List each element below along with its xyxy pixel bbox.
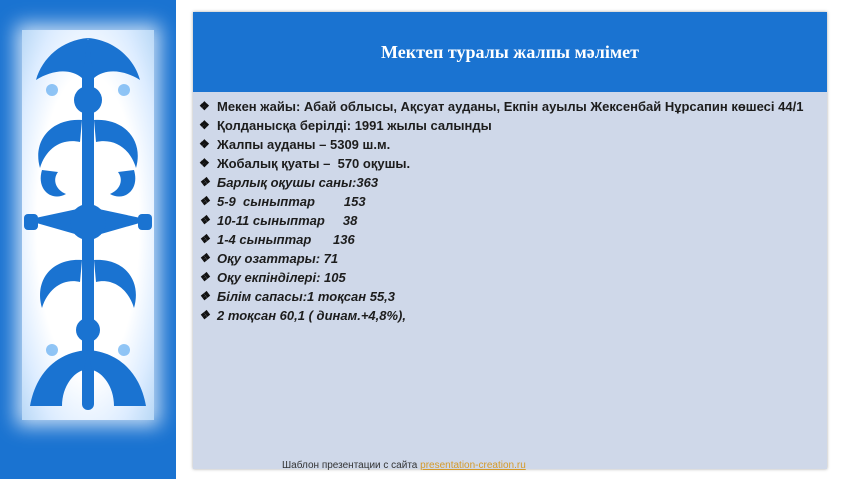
- list-item-text: 1-4 сыныптар 136: [217, 232, 355, 247]
- list-item-text: Барлық оқушы саны:363: [217, 175, 379, 190]
- diamond-bullet-icon: ❖: [199, 137, 210, 151]
- diamond-bullet-icon: ❖: [199, 194, 210, 208]
- diamond-bullet-icon: ❖: [199, 308, 210, 322]
- list-item: [199, 173, 819, 192]
- list-item-text: Қолданысқа берілді: 1991 жылы салынды: [217, 118, 492, 133]
- kazakh-ornament-panel: [22, 30, 154, 420]
- list-item-text: 2 тоқсан 60,1 ( динам.+4,8%),: [217, 308, 406, 323]
- diamond-bullet-icon: ❖: [199, 289, 210, 303]
- bullet-list: [199, 97, 819, 325]
- slide-title: Мектеп туралы жалпы мәлімет: [381, 41, 639, 62]
- diamond-bullet-icon: ❖: [199, 99, 210, 113]
- list-item: [199, 306, 819, 325]
- left-decorative-band: [0, 0, 176, 479]
- diamond-bullet-icon: ❖: [199, 270, 210, 284]
- diamond-bullet-icon: ❖: [199, 251, 210, 265]
- list-item-text: Білім сапасы:1 тоқсан 55,3: [217, 289, 396, 304]
- diamond-bullet-icon: ❖: [199, 175, 210, 189]
- list-item-text: 5-9 сыныптар 153: [217, 194, 366, 209]
- diamond-bullet-icon: ❖: [199, 156, 210, 170]
- footer-text: Шаблон презентации с сайта: [282, 460, 421, 471]
- footer-link[interactable]: presentation-creation.ru: [420, 460, 526, 471]
- list-item: [199, 249, 819, 268]
- diamond-bullet-icon: ❖: [199, 118, 210, 132]
- list-item: [199, 287, 819, 306]
- footer-note: [282, 460, 526, 471]
- diamond-bullet-icon: ❖: [199, 232, 210, 246]
- diamond-bullet-icon: ❖: [199, 213, 210, 227]
- list-item: [199, 97, 819, 116]
- list-item-text: Жалпы ауданы – 5309 ш.м.: [217, 137, 391, 152]
- list-item-text: Оқу екпінділері: 105: [217, 270, 346, 285]
- list-item: [199, 268, 819, 287]
- list-item-text: 10-11 сыныптар 38: [217, 213, 358, 228]
- slide-card: [193, 12, 827, 469]
- list-item: [199, 154, 819, 173]
- list-item-text: Оқу озаттары: 71: [217, 251, 339, 266]
- list-item: [199, 192, 819, 211]
- list-item-text: Мекен жайы: Абай облысы, Ақсуат ауданы, Екпін ауылы Жексенбай Нұрсапин көшесі 44/1: [217, 99, 804, 114]
- kazakh-ornament-icon: [22, 30, 154, 420]
- list-item: [199, 230, 819, 249]
- slide-header: [193, 12, 827, 92]
- list-item: [199, 116, 819, 135]
- list-item: [199, 135, 819, 154]
- list-item: [199, 211, 819, 230]
- list-item-text: Жобалық қуаты – 570 оқушы.: [217, 156, 411, 171]
